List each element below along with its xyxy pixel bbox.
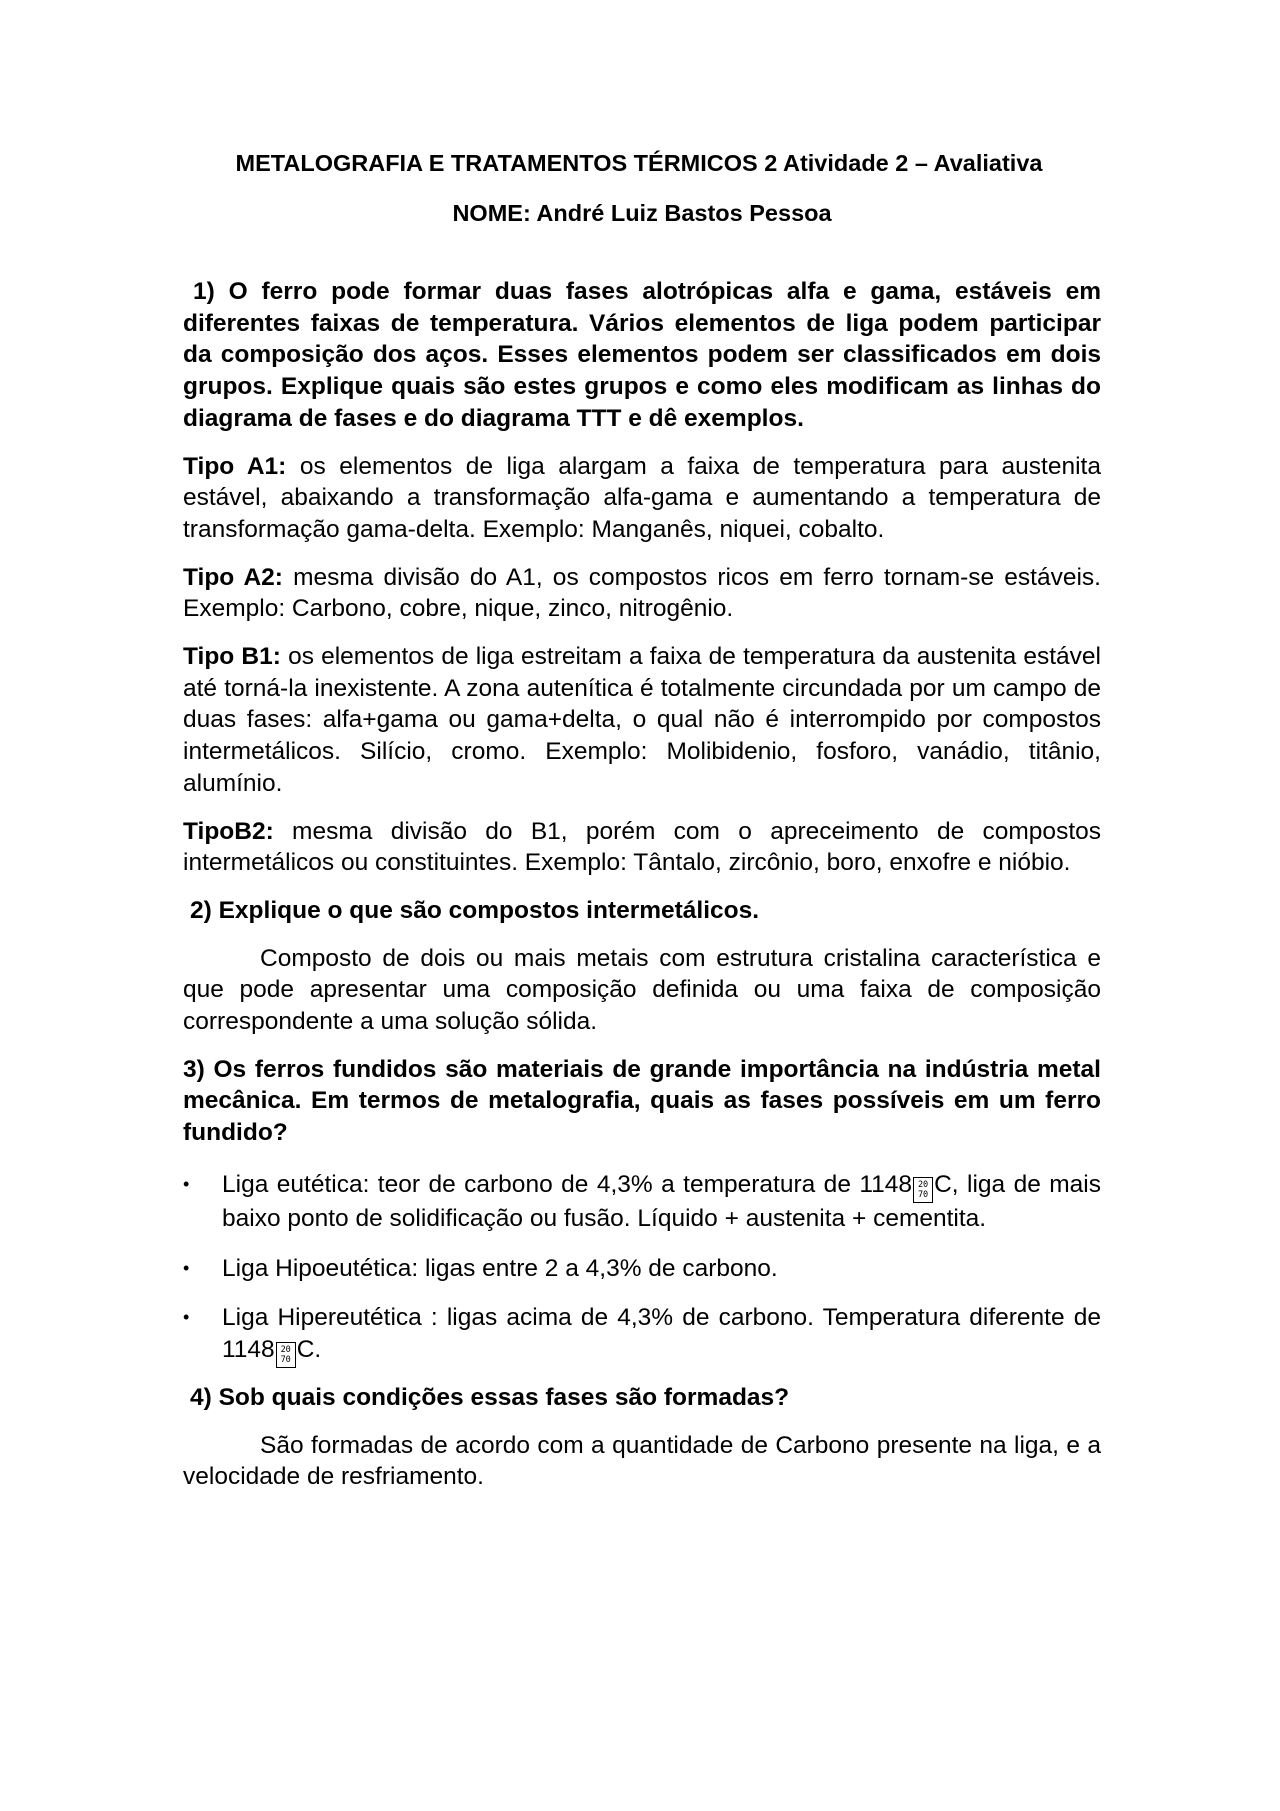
answer-text: mesma divisão do A1, os compostos ricos em ferro tornam-se estáveis. Exemplo: Carbono, cobre, nique, zinco, nitrogênio. [183, 563, 1101, 623]
bullet-icon: • [183, 1307, 190, 1328]
list-item-text: C, liga de mais baixo ponto de solidificação ou fusão. Líquido + austenita + cementita. [222, 1170, 1101, 1232]
question-1: 1) O ferro pode formar duas fases alotrópicas alfa e gama, estáveis em diferentes faixas de temperatura. Vários elementos de liga podem participar da composição dos aços. Esses elementos podem ser classificados em dois grupos. Explique quais são estes grupos e como eles modificam as linhas do diagrama de fases e do diagrama TTT e dê exemplos. [183, 278, 1101, 432]
question-2: 2) Explique o que são compostos intermetálicos. [190, 896, 760, 924]
list-item [183, 1169, 1101, 1235]
question-4: 4) Sob quais condições essas fases são formadas? [190, 1383, 790, 1411]
answer-label: Tipo A1: [183, 452, 287, 480]
answer-2: Composto de dois ou mais metais com estrutura cristalina característica e que pode apresentar uma composição definida ou uma faixa de composição correspondente a uma solução sólida. [183, 944, 1101, 1036]
list-item [183, 1253, 1101, 1285]
missing-glyph-icon: 20 70 [913, 1177, 933, 1203]
bullet-icon: • [183, 1173, 190, 1194]
question-3: 3) Os ferros fundidos são materiais de grande importância na indústria metal mecânica. Em termos de metalografia, quais as fases possíveis em um ferro fundido? [183, 1055, 1101, 1147]
student-name: NOME: André Luiz Bastos Pessoa [452, 200, 832, 226]
answer-4: São formadas de acordo com a quantidade de Carbono presente na liga, e a velocidade de resfriamento. [183, 1431, 1101, 1491]
document-title: METALOGRAFIA E TRATAMENTOS TÉRMICOS 2 Atividade 2 – Avaliativa [235, 150, 1043, 176]
document-page [183, 148, 1101, 1493]
phases-list [183, 1169, 1101, 1368]
answer-tipo-a2 [183, 562, 1101, 625]
answer-text: os elementos de liga estreitam a faixa de temperatura da austenita estável até torná-la inexistente. A zona autenítica é totalmente circundada por um campo de duas fases: alfa+gama ou gama+delta, o qual não é interrompido por compostos intermetálicos. Silício, cromo. Exemplo: Molibidenio, fosforo, vanádio, titânio, alumínio. [183, 643, 1101, 797]
list-item [183, 1302, 1101, 1368]
list-item-text: Liga Hipereutética : ligas acima de 4,3% de carbono. Temperatura diferente de 1148 [222, 1304, 1101, 1363]
answer-text: mesma divisão do B1, porém com o apreceimento de compostos intermetálicos ou constituintes. Exemplo: Tântalo, zircônio, boro, enxofre e nióbio. [183, 817, 1101, 877]
list-item-text: Liga eutética: teor de carbono de 4,3% a temperatura de 1148 [222, 1170, 913, 1198]
answer-label: TipoB2: [183, 817, 274, 845]
answer-label: Tipo A2: [183, 563, 283, 591]
list-item-text: Liga Hipoeutética: ligas entre 2 a 4,3% de carbono. [222, 1254, 778, 1282]
answer-text: os elementos de liga alargam a faixa de temperatura para austenita estável, abaixando a transformação alfa-gama e aumentando a temperatura de transformação gama-delta. Exemplo: Manganês, niquei, cobalto. [183, 452, 1101, 543]
bullet-icon: • [183, 1257, 190, 1278]
answer-label: Tipo B1: [183, 643, 281, 671]
list-item-text: C. [296, 1335, 322, 1363]
answer-tipo-b1 [183, 641, 1101, 800]
answer-tipo-a1 [183, 451, 1101, 546]
missing-glyph-icon: 20 70 [276, 1342, 296, 1368]
answer-tipo-b2 [183, 816, 1101, 879]
